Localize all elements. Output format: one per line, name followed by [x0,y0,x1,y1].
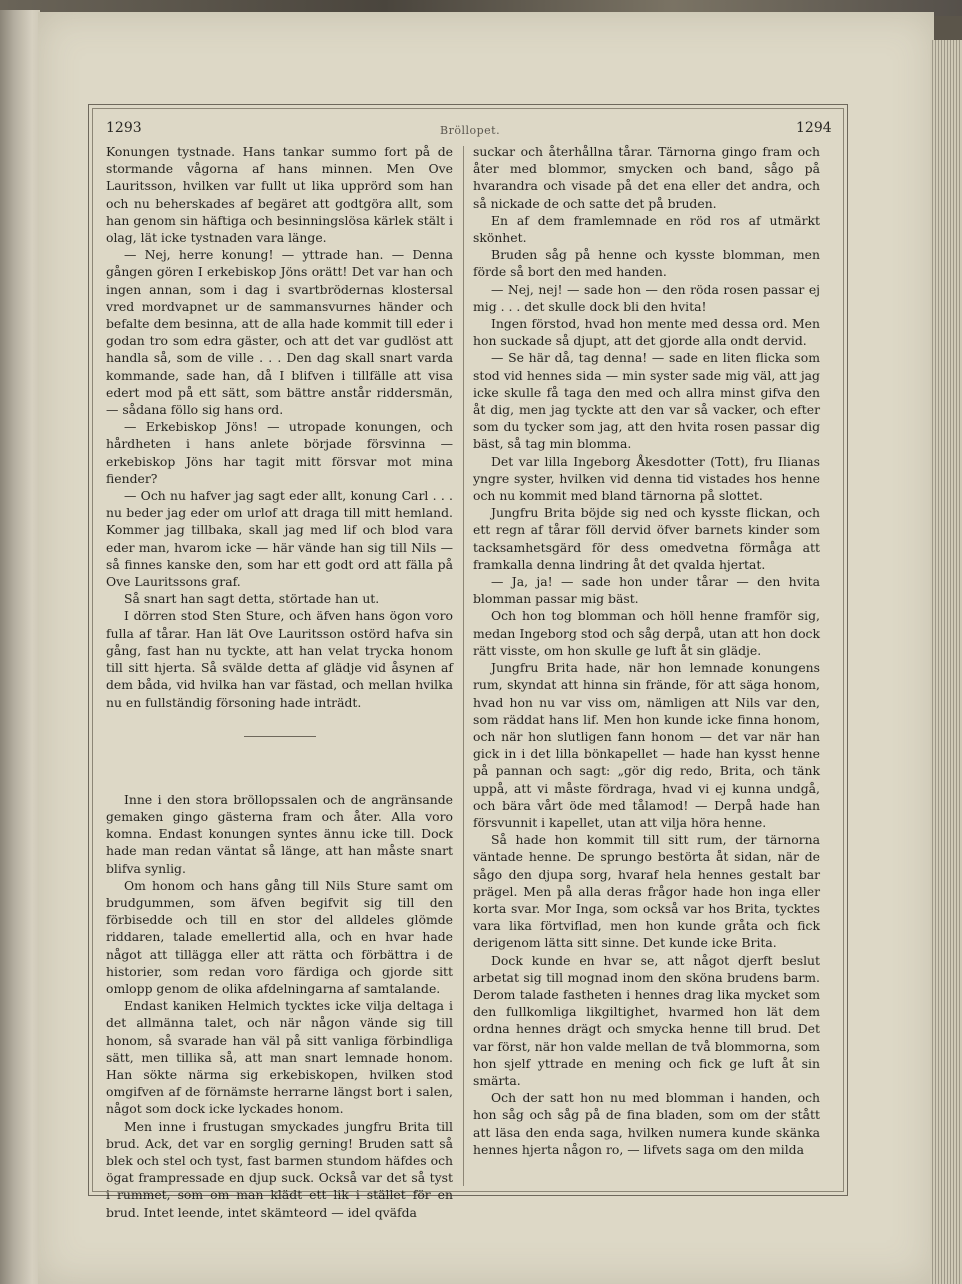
paragraph: Bruden såg på henne och kysste blomman, men förde så bort den med handen. [473,247,820,280]
paragraph: Ingen förstod, hvad hon mente med dessa ord. Men hon suckade så djupt, att det gjorde alla ondt dervid. [473,316,820,349]
paragraph: En af dem framlemnade en röd ros af utmärkt skönhet. [473,212,820,246]
paragraph: Och der satt hon nu med blomman i handen, och hon såg och såg på de fina bladen, som om der stått att läsa den enda saga, hvilken numera kunde skänka hennes hjerta någon ro, — lifvets saga om den milda [473,1090,820,1157]
left-column [106,143,453,1221]
paragraph: — Nej, nej! — sade hon — den röda rosen passar ej mig . . . det skulle dock bli den hvita! [473,281,820,314]
paragraph: — Nej, herre konung! — yttrade han. — Denna gången gören I erkebiskop Jöns orätt! Det var han och ingen annan, som i dag i svartbrödernas klostersal vred mordvapnet ur de sammansvurnes händer och befalte dem besinna, att de alla hade kommit till eder i godan tro som edra gäster, och att det var gudlöst att handla så, som de ville . . . Den dag skall snart varda kommande, sade han, då I blifven i tillfälle att visa edert mod på ett sätt, som bättre anstår riddersmän, — sådana föllo sig hans ord. [106,247,453,418]
paragraph: Konungen tystnade. Hans tankar summo fort på de stormande vågorna af hans minnen. Men Ove Lauritsson, hvilken var fullt ut lika upprörd som han och nu beherskades af begäret att godtgöra allt, som han genom sin häftiga och besinningslösa kärlek stält i olag, lät icke tystnaden vara länge. [106,144,453,246]
right-column [473,143,820,1158]
section-divider [244,736,316,737]
paragraph: — Och nu hafver jag sagt eder allt, konung Carl . . . nu beder jag eder om urlof att draga till mitt hemland. Kommer jag tillbaka, skall jag med lif och blod vara eder man, hvarom icke — här vände han sig till Nils — så finnes kanske den, som har ett godt ord att fälla på Ove Lauritssons graf. [106,488,453,590]
paragraph: Men inne i frustugan smyckades jungfru Brita till brud. Ack, det var en sorglig gerning! Bruden satt så blek och stel och tyst, fast barmen stundom häfdes och ögat frampressade en djup suck. Också var det så tyst i rummet, som om man klädt ett lik i stället för en brud. Intet leende, intet skämteord — idel qväfda [106,1118,453,1220]
book-binding [0,10,40,1284]
page-edges [930,40,962,1284]
paragraph: Så snart han sagt detta, störtade han ut. [124,591,380,607]
paragraph: Endast kaniken Helmich tycktes icke vilja deltaga i det allmänna talet, och när någon vände sig till honom, så svarade han väl på sitt vanliga förbindliga sätt, men tillika så, att man snart lemnade honom. Han sökte närma sig erkebiskopen, hvilken stod omgifven af de förnämste herrarne längst bort i salen, något som dock icke lyckades honom. [106,998,453,1117]
paragraph: — Erkebiskop Jöns! — utropade konungen, och hårdheten i hans anlete började försvinna — erkebiskop Jöns har tagit mitt försvar mot mina fiender? [106,419,453,486]
paragraph: Dock kunde en hvar se, att något djerft beslut arbetat sig till mognad inom den sköna brudens barm. Derom talade fastheten i hennes drag lika mycket som den fullkomliga likgiltighet, hvarmed hon lät dem ordna hennes drägt och smycka henne till brud. Det var först, när hon valde mellan de två blommorna, som hon sjelf yttrade en mening och fick ge luft åt sin smärta. [473,952,820,1088]
paragraph: suckar och återhållna tårar. Tärnorna gingo fram och åter med blommor, smycken och band, sågo på hvarandra och visade på det ena eller det andra, och så nickade de och satte det på bruden. [473,144,820,211]
paragraph: Jungfru Brita hade, när hon lemnade konungens rum, skyndat att hinna sin frände, för att säga honom, hvad hon nu var viss om, nämligen att Nils var den, som räddat hans lif. Men hon kunde icke finna honom, och när hon slutligen fann honom — det var när han gick in i det lilla bönkapellet — hade han kysst henne på pannan och sagt: „gör dig redo, Brita, och tänk uppå, att vi måste fördraga, hvad vi ej kunna undgå, och bära vårt öde med tålamod! — Derpå hade han försvunnit i kapellet, utan att vilja höra henne. [473,660,820,830]
paragraph: Det var lilla Ingeborg Åkesdotter (Tott), fru Ilianas yngre syster, hvilken vid denna tid vistades hos henne och nu kommit med bland tärnorna på slottet. [473,453,820,504]
page-number-right: 1294 [796,120,832,136]
paragraph: — Se här då, tag denna! — sade en liten flicka som stod vid hennes sida — min syster sade mig väl, att jag icke skulle få taga den med och allra minst gifva den åt dig, men jag tyckte att den var så vacker, och efter som du tycker som jag, att den hvita rosen passar dig bäst, så tag min blomma. [473,350,820,452]
paragraph: I dörren stod Sten Sture, och äfven hans ögon voro fulla af tårar. Han lät Ove Lauritsson ostörd hafva sin gång, fast han nu tyckte, att han velat trycka honom till sitt hjerta. Så svälde detta af glädje vid åsynen af dem båda, vid hvilka han var fästad, och mellan hvilka nu en fullständig försoning hade inträdt. [106,608,453,710]
paragraph: Om honom och hans gång till Nils Sture samt om brudgummen, som äfven begifvit sig till den förbisedde och till en stor del alldeles glömde riddaren, talade emellertid alla, och en hvar hade något att tillägga eller att rätta och förbättra i de historier, som redan voro färdiga och gjorde sitt omlopp genom de olika afdelningarna af samtalande. [106,877,453,996]
paragraph: Inne i den stora bröllopssalen och de angränsande gemaken gingo gästerna fram och åter. Alla voro komna. Endast konungen syntes ännu icke till. Dock hade man redan väntat så länge, att han måste snart blifva synlig. [106,791,453,876]
paragraph: Jungfru Brita böjde sig ned och kysste flickan, och ett regn af tårar föll dervid öfver barnets kinder som tacksamhetsgärd för dess omedvetna förmåga att framkalla denna lindring åt det qvalda hjertat. [473,505,820,572]
paragraph: Så hade hon kommit till sitt rum, der tärnorna väntade henne. De sprungo bestörta åt sidan, när de sågo den djupa sorg, hvaraf hela hennes gestalt bar prägel. Men på alla deras frågor hade hon inga eller korta svar. Mor Inga, som också var hos Brita, tycktes vara lika förtviflad, men hon kunde gråta och fick derigenom lätta sitt sinne. Det kunde icke Brita. [473,832,820,951]
paragraph: — Ja, ja! — sade hon under tårar — den hvita blomman passar mig bäst. [473,574,820,607]
page-number-left: 1293 [106,120,142,136]
column-divider [463,146,464,1186]
paragraph: Och hon tog blomman och höll henne framför sig, medan Ingeborg stod och såg derpå, utan att hon dock rätt visste, om hon skulle ge luft åt sin glädje. [473,608,820,658]
running-title: Bröllopet. [440,124,501,137]
